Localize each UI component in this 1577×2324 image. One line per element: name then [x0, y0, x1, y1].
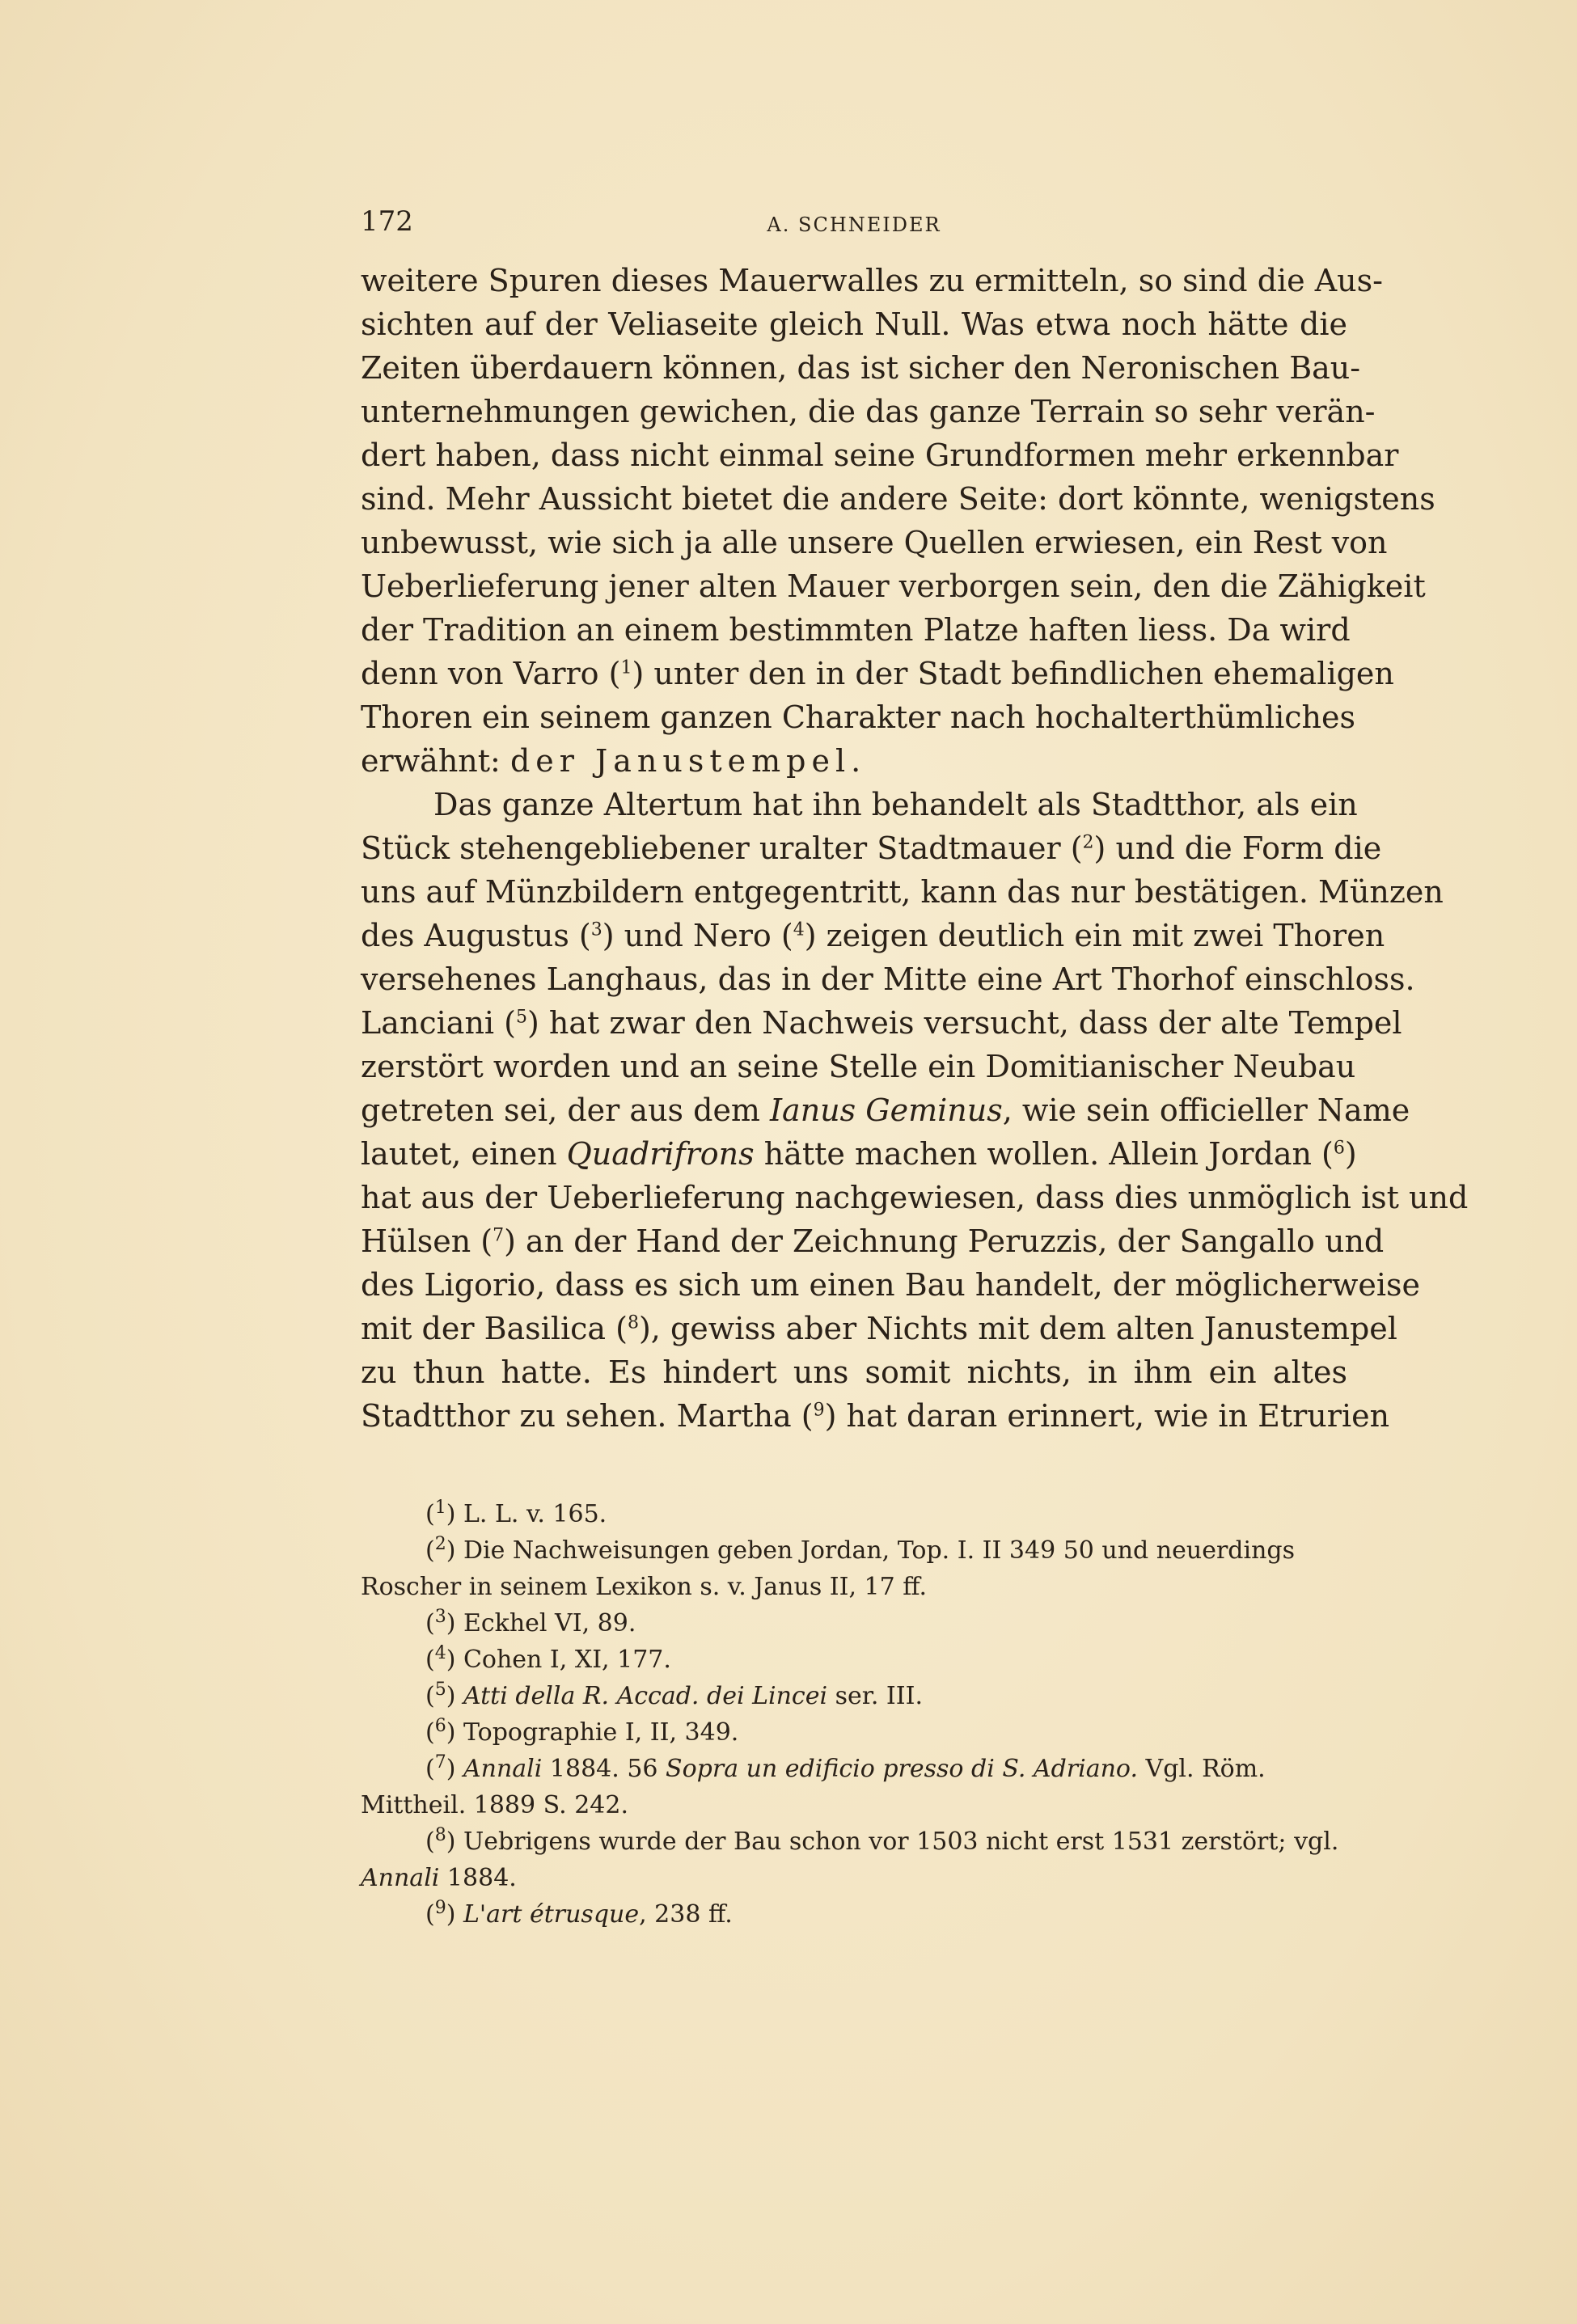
body-line: Thoren ein seinem ganzen Charakter nach hochalterthümliches [361, 699, 1355, 735]
footnote-text: Die Nachweisungen geben Jordan, Top. I. II 349 50 und neuerdings [463, 1536, 1296, 1565]
italic-text: Ianus Geminus [770, 1092, 1003, 1128]
body-line [361, 652, 1394, 695]
text-segment: hätte machen wollen. Allein Jordan ( [754, 1136, 1334, 1172]
body-line: hat aus der Ueberlieferung nachgewiesen, dass dies unmöglich ist und [361, 1180, 1469, 1215]
running-head: A. SCHNEIDER [767, 213, 941, 236]
text-segment: . [851, 743, 861, 779]
page-header [361, 202, 1347, 247]
text-segment: Hülsen ( [361, 1223, 493, 1259]
text-segment: , wie sein officieller Name [1002, 1092, 1410, 1128]
footnote-mark: ($^9$) [425, 1898, 463, 1929]
footnote-ref: 9 [813, 1400, 825, 1421]
footnote [361, 1642, 1347, 1678]
footnote [361, 1678, 1347, 1714]
text-segment: Stück stehengebliebener uralter Stadtmauer ( [361, 830, 1083, 866]
footnote-text: Cohen I, XI, 177. [463, 1646, 671, 1674]
text-segment: ) hat zwar den Nachweis versucht, dass der alte Tempel [527, 1005, 1402, 1041]
text-segment: ) [1344, 1136, 1357, 1172]
footnote-text: Roscher in seinem Lexikon s. v. Janus II, 17 ff. [361, 1573, 928, 1601]
text-segment: ) und die Form die [1093, 830, 1382, 866]
footnote-mark: ($^6$) [425, 1716, 463, 1747]
text-segment: ) zeigen deutlich ein mit zwei Thoren [804, 918, 1385, 953]
text-segment: denn von Varro ( [361, 656, 621, 691]
body-line: zu thun hatte. Es hindert uns somit nichts, in ihm ein altes [361, 1354, 1347, 1390]
body-line [361, 914, 1385, 957]
footnote-ref: 7 [493, 1225, 505, 1246]
footnote-mark: ($^5$) [425, 1680, 463, 1710]
page-number: 172 [361, 205, 413, 238]
footnote [361, 1896, 1347, 1933]
body-line [361, 1001, 1402, 1045]
footnote-text: L. L. v. 165. [463, 1500, 607, 1528]
footnote-mark: ($^1$) [425, 1498, 463, 1528]
body-text [361, 259, 1469, 1438]
body-line: zerstört worden und an seine Stelle ein Domitianischer Neubau [361, 1049, 1356, 1084]
body-line: dert haben, dass nicht einmal seine Grundformen mehr erkennbar [361, 437, 1399, 473]
text-segment: ) unter den in der Stadt befindlichen ehemaligen [632, 656, 1394, 691]
italic-text: Quadrifrons [566, 1136, 755, 1172]
body-line [361, 1088, 1410, 1132]
text-segment: Stadtthor zu sehen. Martha ( [361, 1398, 814, 1434]
footnote [361, 1496, 1347, 1532]
text-segment: ) an der Hand der Zeichnung Peruzzis, der Sangallo und [504, 1223, 1385, 1259]
body-line: uns auf Münzbildern entgegentritt, kann das nur bestätigen. Münzen [361, 874, 1444, 910]
body-line [361, 826, 1382, 870]
footnote [361, 1823, 1347, 1860]
body-line [361, 1219, 1385, 1263]
footnote-text: 1884. [439, 1864, 517, 1892]
spaced-text: der Janustempel [509, 743, 852, 779]
text-segment: des Augustus ( [361, 918, 591, 953]
footnote-ref: 6 [1333, 1138, 1345, 1159]
body-line: des Ligorio, dass es sich um einen Bau handelt, der möglicherweise [361, 1267, 1420, 1303]
footnote-text: Vgl. Röm. [1138, 1755, 1266, 1783]
body-line [361, 1394, 1390, 1438]
footnote-mark: ($^3$) [425, 1607, 463, 1637]
footnote-italic: Sopra un edificio presso di S. Adriano. [666, 1755, 1139, 1783]
footnote-italic: Annali [463, 1755, 543, 1783]
footnote-mark: ($^4$) [425, 1643, 463, 1674]
body-line [361, 1307, 1397, 1350]
footnote-ref: 1 [620, 657, 632, 678]
text-segment: getreten sei, der aus dem [361, 1092, 771, 1128]
text-segment: Lanciani ( [361, 1005, 516, 1041]
page-content [361, 202, 1469, 1933]
body-line [361, 1132, 1357, 1176]
text-segment: ) und Nero ( [602, 918, 793, 953]
body-line: Das ganze Altertum hat ihn behandelt als Stadtthor, als ein [433, 787, 1358, 822]
body-line: weitere Spuren dieses Mauerwalles zu ermitteln, so sind die Aus- [361, 263, 1384, 298]
footnote-continuation [361, 1860, 1347, 1896]
footnote-continuation [361, 1787, 1347, 1823]
text-segment: ) hat daran erinnert, wie in Etrurien [824, 1398, 1390, 1434]
footnote [361, 1605, 1347, 1642]
footnote-text: 1884. 56 [542, 1755, 666, 1783]
footnote [361, 1532, 1347, 1569]
footnote-mark: ($^7$) [425, 1752, 463, 1783]
footnote-ref: 8 [627, 1312, 639, 1333]
footnote-ref: 3 [590, 919, 602, 940]
footnote-italic: Atti della R. Accad. dei Lincei [463, 1682, 828, 1710]
text-segment: erwähnt: [361, 743, 510, 779]
body-line: sind. Mehr Aussicht bietet die andere Seite: dort könnte, wenigstens [361, 481, 1435, 517]
body-line: Ueberlieferung jener alten Mauer verborgen sein, den die Zähigkeit [361, 568, 1426, 604]
footnote-italic: L'art étrusque [463, 1900, 640, 1929]
body-line: versehenes Langhaus, das in der Mitte eine Art Thorhof einschloss. [361, 961, 1415, 997]
footnote-ref: 2 [1082, 832, 1094, 853]
footnote-text: , 238 ff. [639, 1900, 733, 1929]
body-line [361, 739, 1347, 783]
footnote-text: Topographie I, II, 349. [463, 1718, 739, 1747]
body-line: Zeiten überdauern können, das ist sicher den Neronischen Bau- [361, 350, 1361, 386]
body-line: der Tradition an einem bestimmten Platze haften liess. Da wird [361, 612, 1351, 648]
footnote-italic: Annali [361, 1864, 440, 1892]
body-line: sichten auf der Veliaseite gleich Null. Was etwa noch hätte die [361, 306, 1347, 342]
footnote-mark: ($^8$) [425, 1825, 463, 1856]
text-segment: ), gewiss aber Nichts mit dem alten Janustempel [638, 1311, 1397, 1346]
footnote [361, 1751, 1347, 1787]
footnote-text: Uebrigens wurde der Bau schon vor 1503 nicht erst 1531 zerstört; vgl. [463, 1828, 1339, 1856]
footnotes [361, 1496, 1347, 1933]
text-segment: mit der Basilica ( [361, 1311, 628, 1346]
footnote-continuation [361, 1569, 1347, 1605]
footnote-text: Mittheil. 1889 S. 242. [361, 1791, 628, 1819]
footnote-mark: ($^2$) [425, 1534, 463, 1565]
footnote-text: Eckhel VI, 89. [463, 1609, 636, 1637]
footnote [361, 1714, 1347, 1751]
footnote-ref: 5 [516, 1007, 527, 1028]
footnote-text: ser. III. [827, 1682, 923, 1710]
body-line: unbewusst, wie sich ja alle unsere Quellen erwiesen, ein Rest von [361, 525, 1388, 560]
text-segment: lautet, einen [361, 1136, 567, 1172]
body-line: unternehmungen gewichen, die das ganze Terrain so sehr verän- [361, 394, 1376, 429]
footnote-ref: 4 [793, 919, 805, 940]
